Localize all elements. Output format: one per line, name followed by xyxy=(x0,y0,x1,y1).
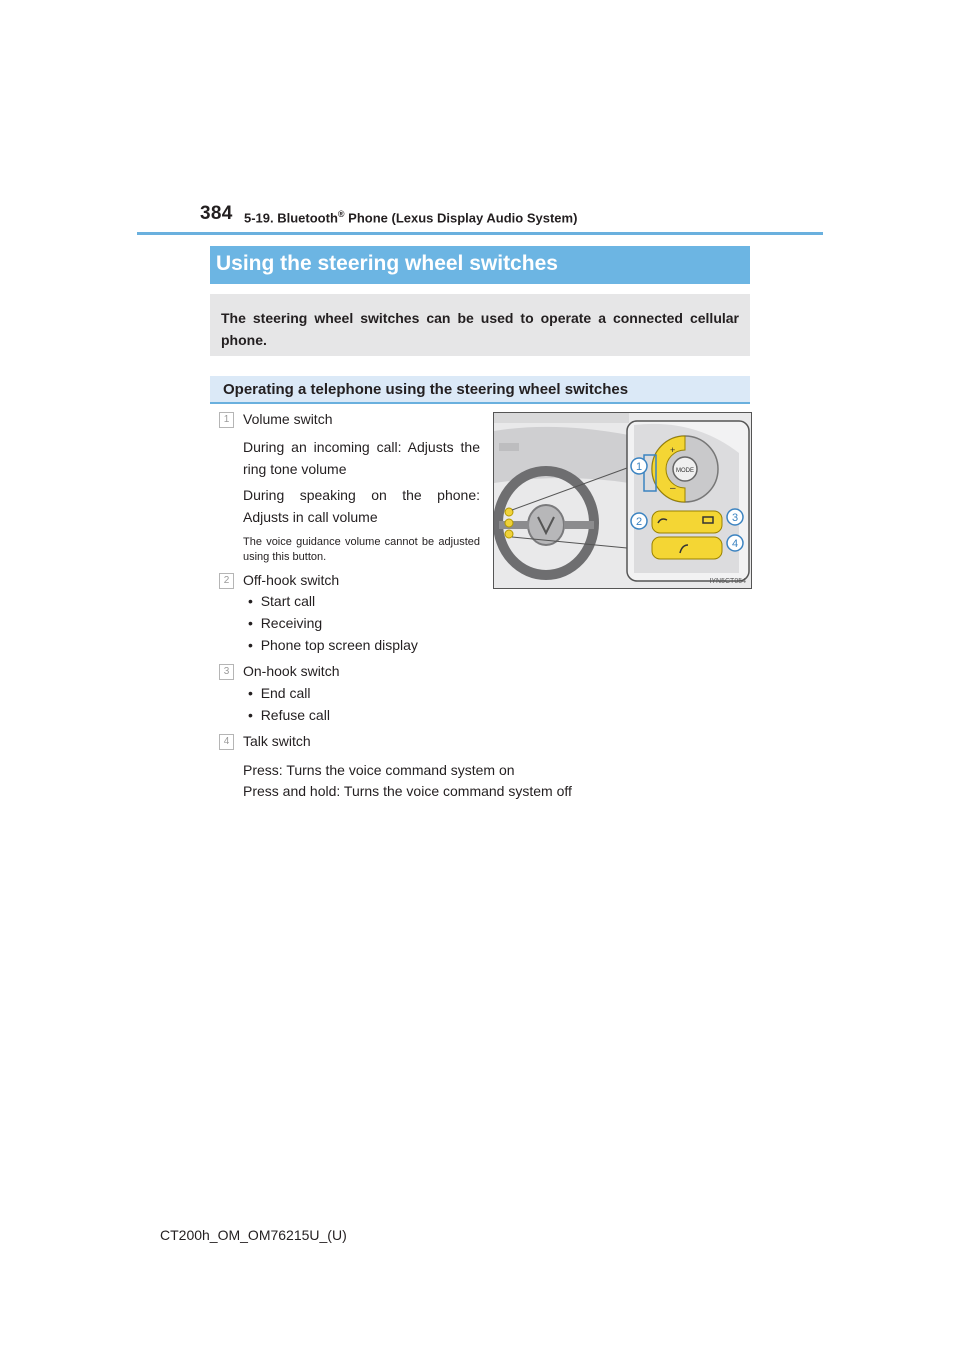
callout-3-label: 3 xyxy=(731,512,739,524)
vent xyxy=(499,443,519,451)
bullet-item: • End call xyxy=(248,685,311,701)
bullet-item: • Start call xyxy=(248,593,316,609)
callout-4-label: 4 xyxy=(731,538,739,550)
section-title: 5-19. Bluetooth® Phone (Lexus Display Audio System) xyxy=(244,209,578,226)
callout-2-label: 2 xyxy=(635,516,643,528)
intro-box xyxy=(210,294,750,356)
item-title-volume-switch: Volume switch xyxy=(243,411,333,427)
item-title-on-hook-switch: On-hook switch xyxy=(243,663,340,679)
item-title-off-hook-switch: Off-hook switch xyxy=(243,572,340,588)
item-body-line: Press: Turns the voice command system on xyxy=(243,762,515,778)
item-number-badge: 2 xyxy=(219,573,234,589)
page-number: 384 xyxy=(200,203,233,224)
bullet-item: • Refuse call xyxy=(248,707,330,723)
highlight-switch-top xyxy=(505,508,513,516)
highlight-switch-bottom xyxy=(505,530,513,538)
wheel-spoke-right xyxy=(564,521,594,529)
highlight-switch-mid xyxy=(505,519,513,527)
item-body-line: Press and hold: Turns the voice command system off xyxy=(243,783,572,799)
callout-1-label: 1 xyxy=(635,461,643,473)
steering-wheel-diagram xyxy=(494,413,751,588)
steering-switch-illustration xyxy=(493,412,752,589)
mode-button-label: MODE xyxy=(676,468,694,474)
footer-manual-code: CT200h_OM_OM76215U_(U) xyxy=(160,1227,347,1243)
intro-text: The steering wheel switches can be used to operate a connected cellular phone. xyxy=(221,310,739,348)
item-body-line: During speaking on the phone: Adjusts in call volume xyxy=(243,487,480,525)
subsection-heading: Operating a telephone using the steering wheel switches xyxy=(223,381,629,398)
item-number-badge: 4 xyxy=(219,734,234,750)
volume-minus-glyph: – xyxy=(670,483,676,494)
item-title-talk-switch: Talk switch xyxy=(243,733,311,749)
item-body-line: During an incoming call: Adjusts the ring tone volume xyxy=(243,439,480,477)
windshield xyxy=(494,413,629,423)
section-heading-bar xyxy=(210,246,750,284)
header-rule xyxy=(137,232,823,235)
talk-switch xyxy=(652,537,722,559)
bullet-item: • Phone top screen display xyxy=(248,637,418,653)
page-header xyxy=(200,203,760,227)
wheel-spoke-left xyxy=(499,521,529,529)
volume-plus-glyph: + xyxy=(670,445,676,455)
item-number-badge: 1 xyxy=(219,412,234,428)
section-heading: Using the steering wheel switches xyxy=(216,252,558,275)
off-hook-on-hook-switch xyxy=(652,511,722,533)
item-number-badge: 3 xyxy=(219,664,234,680)
item-note: The voice guidance volume cannot be adjusted using this button. xyxy=(243,536,480,563)
figure-code: IYN5CT054 xyxy=(709,578,746,585)
subsection-heading-bar xyxy=(210,376,750,404)
bullet-item: • Receiving xyxy=(248,615,323,631)
